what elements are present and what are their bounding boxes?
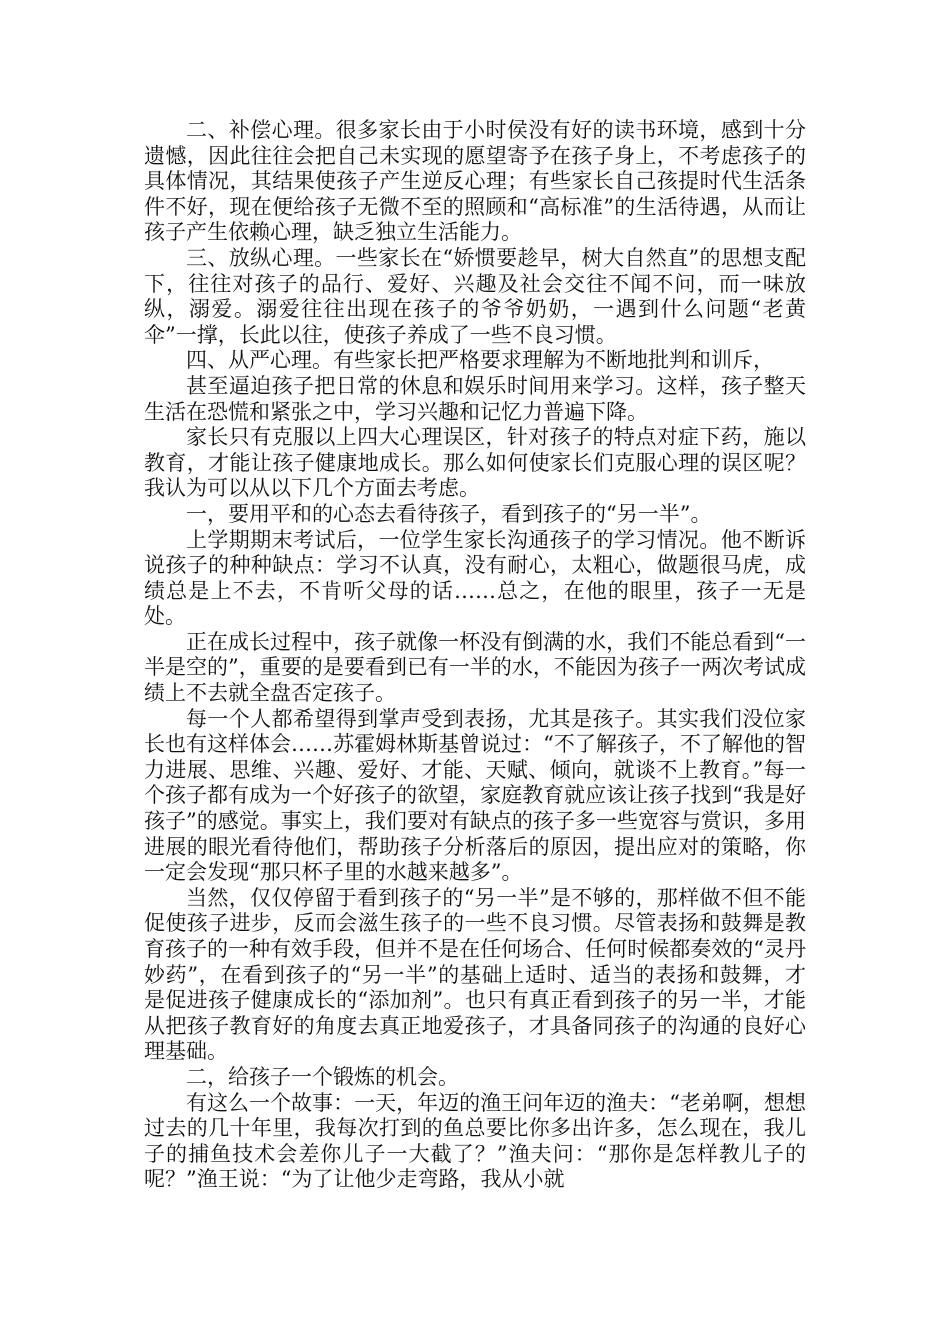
- paragraph-compensation-psychology: 二、补偿心理。很多家长由于小时侯没有好的读书环境，感到十分遗憾，因此往往会把自己未实现的愿望寄予在孩子身上，不考虑孩子的具体情况，其结果使孩子产生逆反心理；有些家长自己孩提时代生活条件不好，现在便给孩子无微不至的照顾和“高标准”的生活待遇，从而让孩子产生依赖心理，缺乏独立生活能力。: [144, 118, 806, 245]
- paragraph-strictness-psychology: 四、从严心理。有些家长把严格要求理解为不断地批判和训斥，: [186, 348, 774, 373]
- paragraph-beyond-other-half: 当然，仅仅停留于看到孩子的“另一半”是不够的，那样做不但不能促使孩子进步，反而会滋生孩子的一些不良习惯。尽管表扬和鼓舞是教育孩子的一种有效手段，但并不是在任何场合、任何时候都奏效的“灵丹妙药”，在看到孩子的“另一半”的基础上适时、适当的表扬和鼓舞，才是促进孩子健康成长的“添加剂”。也只有真正看到孩子的另一半，才能从把孩子教育好的角度去真正地爱孩子，才具备同孩子的沟通的良好心理基础。: [144, 885, 806, 1064]
- paragraph-overcome-misconceptions: 家长只有克服以上四大心理误区，针对孩子的特点对症下药，施以教育，才能让孩子健康地成长。那么如何使家长们克服心理的误区呢？我认为可以从以下几个方面去考虑。: [144, 425, 806, 501]
- document-body: [144, 118, 806, 1193]
- paragraph-indulgence-psychology: 三、放纵心理。一些家长在“娇惯要趁早，树大自然直”的思想支配下，往往对孩子的品行、爱好、兴趣及社会交往不闻不问，而一味放纵，溺爱。溺爱往往出现在孩子的爷爷奶奶，一遇到什么问题“老黄伞”一撑，长此以往，使孩子养成了一些不良习惯。: [144, 245, 806, 347]
- paragraph-half-full-cup: 正在成长过程中，孩子就像一杯没有倒满的水，我们不能总看到“一半是空的”，重要的是要看到已有一半的水，不能因为孩子一两次考试成绩上不去就全盘否定孩子。: [144, 629, 806, 706]
- heading-point-two: 二，给孩子一个锻炼的机会。: [186, 1064, 459, 1089]
- paragraph-fisherman-story: 有这么一个故事：一天，年迈的渔王问年迈的渔夫：“老弟啊，想想过去的几十年里，我每次打到的鱼总要比你多出许多，怎么现在，我儿子的捕鱼技术会差你儿子一大截了？”渔夫问：“那你是怎样教儿子的呢？”渔王说：“为了让他少走弯路，我从小就: [144, 1090, 806, 1192]
- paragraph-parent-story: 上学期期末考试后，一位学生家长沟通孩子的学习情况。他不断诉说孩子的种种缺点：学习不认真，没有耐心，太粗心，做题很马虎，成绩总是上不去，不肯听父母的话……总之，在他的眼里，孩子一无是处。: [144, 527, 806, 629]
- paragraph-praise: 每一个人都希望得到掌声受到表扬，尤其是孩子。其实我们没位家长也有这样体会……苏霍姆林斯基曾说过：“不了解孩子，不了解他的智力进展、思维、兴趣、爱好、才能、天赋、倾向，就谈不上教育。”每一个孩子都有成为一个好孩子的欲望，家庭教育就应该让孩子找到“我是好孩子”的感觉。事实上，我们要对有缺点的孩子多一些宽容与赏识，多用进展的眼光看待他们，帮助孩子分析落后的原因，提出应对的策略，你一定会发现“那只杯子里的水越来越多”。: [144, 706, 806, 885]
- heading-point-one: 一，要用平和的心态去看待孩子，看到孩子的“另一半”。: [186, 501, 712, 526]
- paragraph-strictness-continued: 甚至逼迫孩子把日常的休息和娱乐时间用来学习。这样，孩子整天生活在恐慌和紧张之中，学习兴趣和记忆力普遍下降。: [144, 373, 806, 424]
